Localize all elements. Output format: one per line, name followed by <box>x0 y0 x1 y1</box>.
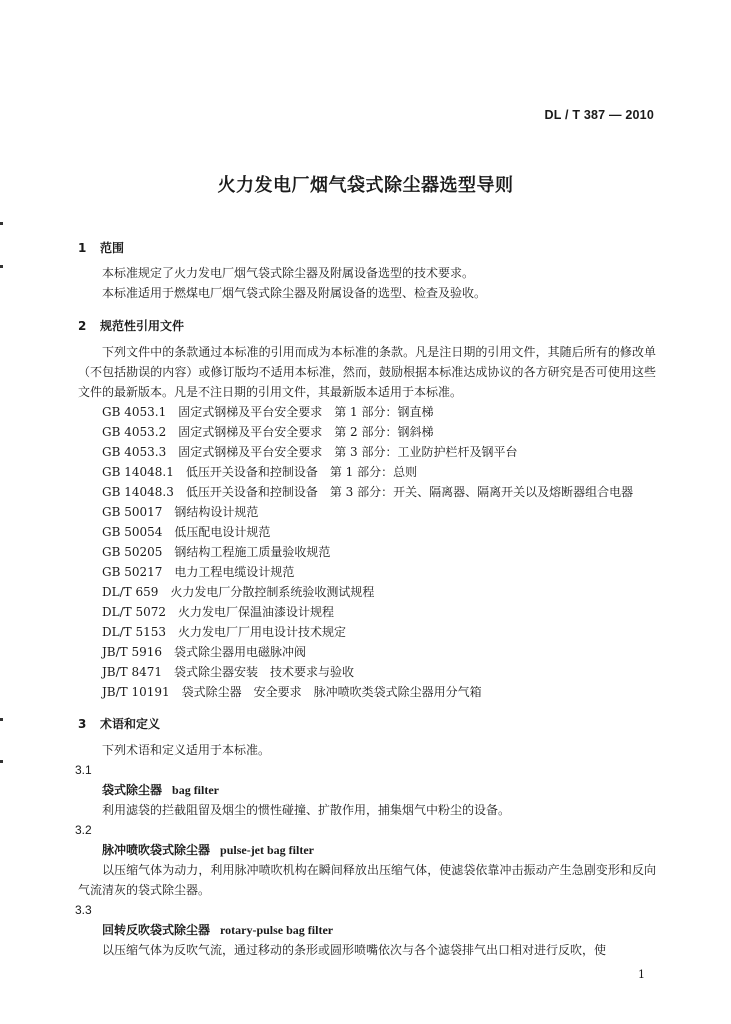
paragraph: 下列术语和定义适用于本标准。 <box>102 743 271 757</box>
page-number: 1 <box>638 968 645 981</box>
reference-item: JB/T 5916 袋式除尘器用电磁脉冲阀 <box>102 645 307 659</box>
scan-mark <box>0 222 3 225</box>
reference-item: JB/T 8471 袋式除尘器安装 技术要求与验收 <box>102 665 355 679</box>
scan-mark <box>0 760 3 763</box>
reference-item: GB 50017 钢结构设计规范 <box>102 505 259 519</box>
term-definition: 利用滤袋的拦截阻留及烟尘的惯性碰撞、扩散作用，捕集烟气中粉尘的设备。 <box>102 803 511 817</box>
reference-item: DL/T 659 火力发电厂分散控制系统验收测试规程 <box>102 585 375 599</box>
paragraph: 下列文件中的条款通过本标准的引用而成为本标准的条款。凡是注日期的引用文件，其随后所有的修改单（不包括勘误的内容）或修订版均不适用本标准，然而，鼓励根据本标准达成协议的各方研究是否可使用这些文件的最新版本。凡是不注日期的引用文件，其最新版本适用于本标准。 <box>78 345 656 399</box>
reference-item: GB 50205 钢结构工程施工质量验收规范 <box>102 545 331 559</box>
scan-mark <box>0 265 3 268</box>
reference-item: GB 50054 低压配电设计规范 <box>102 525 271 539</box>
reference-item: GB 14048.3 低压开关设备和控制设备 第 3 部分：开关、隔离器、隔离开关以及熔断器组合电器 <box>102 485 634 499</box>
clause-number: 3.1 <box>75 763 92 777</box>
reference-item: GB 14048.1 低压开关设备和控制设备 第 1 部分：总则 <box>102 465 418 479</box>
term-heading: 袋式除尘器 bag filter <box>102 783 220 797</box>
reference-item: DL/T 5072 火力发电厂保温油漆设计规程 <box>102 605 334 619</box>
clause-number: 3.3 <box>75 903 92 917</box>
standard-code: DL / T 387 — 2010 <box>544 108 654 122</box>
section-heading: 3 术语和定义 <box>78 717 161 731</box>
section-scope <box>78 238 656 303</box>
section-normative-references <box>78 316 656 702</box>
section-heading: 1 范围 <box>78 241 125 255</box>
term-heading: 脉冲喷吹袋式除尘器 pulse-jet bag filter <box>102 843 314 857</box>
reference-item: GB 50217 电力工程电缆设计规范 <box>102 565 295 579</box>
reference-item: DL/T 5153 火力发电厂厂用电设计技术规定 <box>102 625 346 639</box>
paragraph: 本标准规定了火力发电厂烟气袋式除尘器及附属设备选型的技术要求。 <box>102 266 475 280</box>
reference-item: JB/T 10191 袋式除尘器 安全要求 脉冲喷吹类袋式除尘器用分气箱 <box>102 685 482 699</box>
term-heading: 回转反吹袋式除尘器 rotary-pulse bag filter <box>102 923 334 937</box>
section-terms-definitions <box>75 714 656 960</box>
reference-item: GB 4053.2 固定式钢梯及平台安全要求 第 2 部分：钢斜梯 <box>102 425 434 439</box>
paragraph: 本标准适用于燃煤电厂烟气袋式除尘器及附属设备的选型、检查及验收。 <box>102 286 487 300</box>
document-title: 火力发电厂烟气袋式除尘器选型导则 <box>217 175 514 196</box>
scan-mark <box>0 718 3 721</box>
reference-item: GB 4053.1 固定式钢梯及平台安全要求 第 1 部分：钢直梯 <box>102 405 434 419</box>
clause-number: 3.2 <box>75 823 92 837</box>
term-definition: 以压缩气体为反吹气流，通过移动的条形或圆形喷嘴依次与各个滤袋排气出口相对进行反吹，使 <box>102 943 607 957</box>
section-heading: 2 规范性引用文件 <box>78 319 185 333</box>
reference-item: GB 4053.3 固定式钢梯及平台安全要求 第 3 部分：工业防护栏杆及钢平台 <box>102 445 518 459</box>
term-definition: 以压缩气体为动力，利用脉冲喷吹机构在瞬间释放出压缩气体，使滤袋依靠冲击振动产生急剧变形和反向气流清灰的袋式除尘器。 <box>78 863 656 897</box>
